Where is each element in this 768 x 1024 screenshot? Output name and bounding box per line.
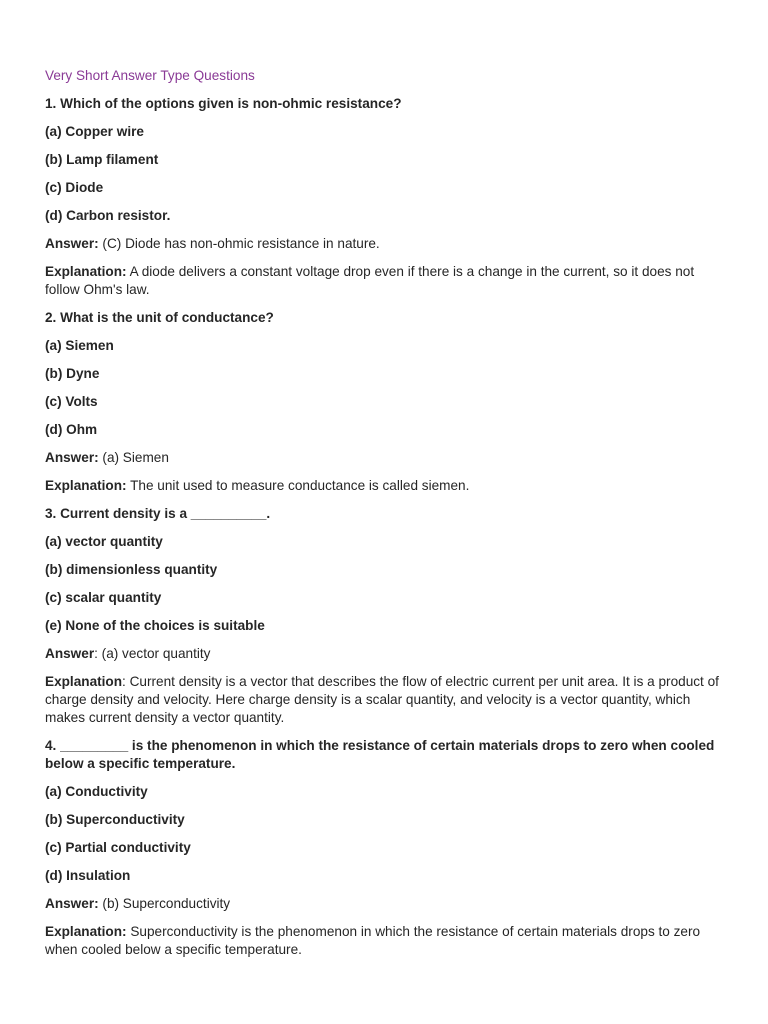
section-heading: Very Short Answer Type Questions bbox=[45, 68, 255, 83]
explanation-text: The unit used to measure conductance is called siemen. bbox=[126, 478, 470, 493]
explanation-label: Explanation bbox=[45, 674, 123, 689]
question-text: 2. What is the unit of conductance? bbox=[45, 310, 274, 325]
option-d: (d) Insulation bbox=[45, 868, 131, 883]
option-a: (a) Copper wire bbox=[45, 124, 144, 139]
explanation-text: : Current density is a vector that describes the flow of electric current per unit area. It is a product of charge density and velocity. Here charge density is a scalar quantity, and velocity is a vector quantity, which makes current density a vector quantity. bbox=[45, 674, 719, 725]
answer-line bbox=[45, 235, 728, 253]
question-block-4 bbox=[45, 737, 728, 959]
answer-line bbox=[45, 645, 728, 663]
explanation-line bbox=[45, 923, 728, 959]
question-text: 4. _________ is the phenomenon in which the resistance of certain materials drops to zero when cooled below a specific temperature. bbox=[45, 738, 715, 771]
question-block-1 bbox=[45, 95, 728, 299]
answer-text: (b) Superconductivity bbox=[98, 896, 231, 911]
answer-line bbox=[45, 449, 728, 467]
option-d: (d) Carbon resistor. bbox=[45, 208, 171, 223]
answer-text: : (a) vector quantity bbox=[94, 646, 211, 661]
explanation-label: Explanation: bbox=[45, 478, 127, 493]
answer-line bbox=[45, 895, 728, 913]
question-text: 3. Current density is a __________. bbox=[45, 506, 271, 521]
answer-label: Answer: bbox=[45, 896, 99, 911]
explanation-line bbox=[45, 673, 728, 727]
answer-text: (a) Siemen bbox=[98, 450, 169, 465]
option-b: (b) Lamp filament bbox=[45, 152, 159, 167]
question-block-2 bbox=[45, 309, 728, 495]
explanation-line bbox=[45, 477, 728, 495]
answer-text: (C) Diode has non-ohmic resistance in nature. bbox=[98, 236, 380, 251]
explanation-label: Explanation: bbox=[45, 924, 127, 939]
answer-label: Answer: bbox=[45, 236, 99, 251]
option-b: (b) Superconductivity bbox=[45, 812, 185, 827]
option-c: (c) Partial conductivity bbox=[45, 840, 191, 855]
option-c: (c) Volts bbox=[45, 394, 98, 409]
option-b: (b) Dyne bbox=[45, 366, 100, 381]
option-b: (b) dimensionless quantity bbox=[45, 562, 218, 577]
explanation-text: A diode delivers a constant voltage drop even if there is a change in the current, so it does not follow Ohm's law. bbox=[45, 264, 695, 297]
option-c: (c) Diode bbox=[45, 180, 104, 195]
answer-label: Answer: bbox=[45, 450, 99, 465]
question-block-3 bbox=[45, 505, 728, 727]
option-c: (c) scalar quantity bbox=[45, 590, 162, 605]
option-a: (a) Siemen bbox=[45, 338, 114, 353]
option-e: (e) None of the choices is suitable bbox=[45, 618, 265, 633]
explanation-text: Superconductivity is the phenomenon in which the resistance of certain materials drops to zero when cooled below a specific temperature. bbox=[45, 924, 701, 957]
explanation-line bbox=[45, 263, 728, 299]
option-a: (a) Conductivity bbox=[45, 784, 148, 799]
option-d: (d) Ohm bbox=[45, 422, 98, 437]
question-text: 1. Which of the options given is non-ohmic resistance? bbox=[45, 96, 402, 111]
explanation-label: Explanation: bbox=[45, 264, 127, 279]
option-a: (a) vector quantity bbox=[45, 534, 163, 549]
answer-label: Answer bbox=[45, 646, 95, 661]
